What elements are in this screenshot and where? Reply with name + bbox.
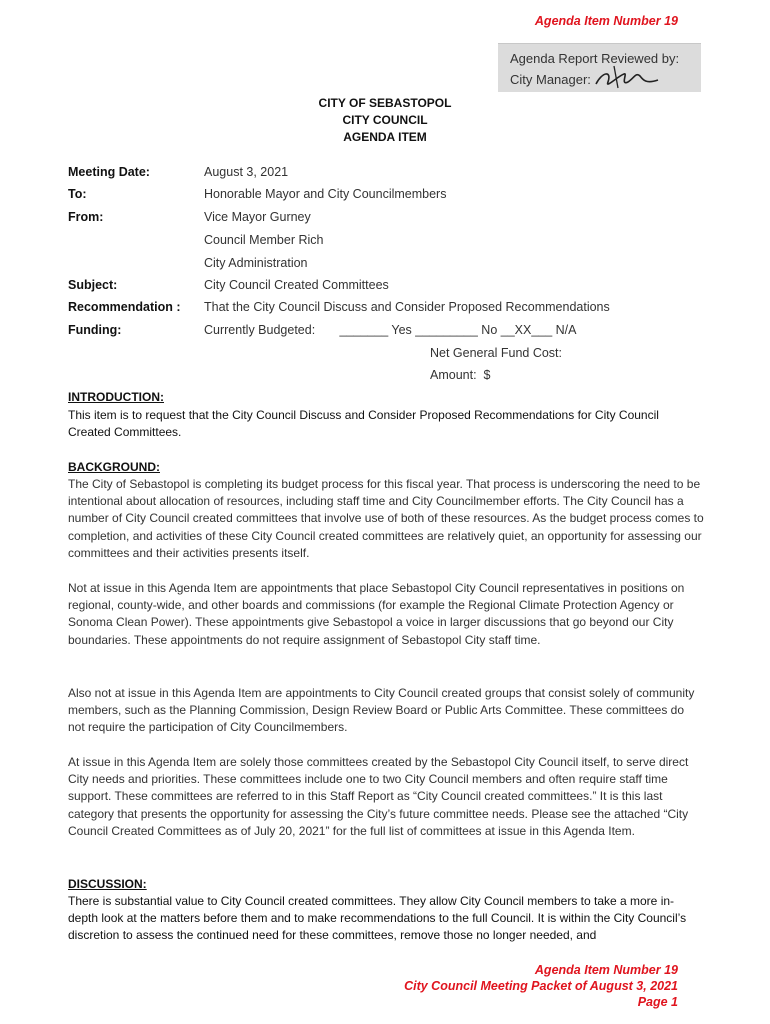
title-council: CITY COUNCIL xyxy=(342,113,428,127)
meeting-date-value: August 3, 2021 xyxy=(204,165,289,179)
from-label: From: xyxy=(68,210,104,224)
stamp-city-manager-label: City Manager: xyxy=(510,72,591,87)
introduction-heading: INTRODUCTION: xyxy=(68,390,164,404)
background-paragraph-2: Not at issue in this Agenda Item are appointments that place Sebastopol City Council representatives in positions on regional, county-wide, and other boards and commissions (for example the Regional Climate Protection Agency or Sonoma Clean Power). These appointments give Sebastopol a voice in larger discussions that go beyond our City boundaries. These appointments do not require assignment of Sebastopol City staff time. xyxy=(68,581,685,647)
amount-value: Amount: $ xyxy=(430,368,491,382)
recommendation-value: That the City Council Discuss and Consider Proposed Recommendations xyxy=(204,300,610,314)
from-value-3: City Administration xyxy=(204,256,308,270)
funding-value: Currently Budgeted: _______ Yes _________ No __XX___ N/A xyxy=(204,323,577,337)
document-title xyxy=(0,95,770,146)
recommendation-label: Recommendation : xyxy=(68,300,181,314)
background-paragraph-3: Also not at issue in this Agenda Item are appointments to City Council created groups that consist solely of community members, such as the Planning Commission, Design Review Board or Public Arts Committee. These committees do not require the participation of City Councilmembers. xyxy=(68,686,695,735)
introduction-text: This item is to request that the City Council Discuss and Consider Proposed Recommendations for City Council Created Committees. xyxy=(68,408,659,440)
title-city: CITY OF SEBASTOPOL xyxy=(318,96,452,110)
discussion-heading: DISCUSSION: xyxy=(68,877,147,891)
page-footer xyxy=(404,962,678,1010)
footer-page-number: Page 1 xyxy=(637,995,678,1009)
discussion-text: There is substantial value to City Council created committees. They allow City Council members to take a more in-depth look at the matters before them and to make recommendations to the full Council. It is within the City Council’s discretion to assess the continued need for these committees, remove those no longer needed, and xyxy=(68,894,687,943)
background-heading: BACKGROUND: xyxy=(68,460,160,474)
to-label: To: xyxy=(68,187,87,201)
footer-agenda-item: Agenda Item Number 19 xyxy=(534,963,678,977)
from-value-2: Council Member Rich xyxy=(204,233,324,247)
meeting-date-label: Meeting Date: xyxy=(68,165,150,179)
to-value: Honorable Mayor and City Councilmembers xyxy=(204,187,447,201)
agenda-item-number-header: Agenda Item Number 19 xyxy=(534,14,678,28)
background-paragraph-4: At issue in this Agenda Item are solely those committees created by the Sebastopol City Council itself, to serve direct City needs and priorities. These committees include one to two City Council members and often require staff time support. These committees are referred to in this Staff Report as “City Council created committees.” It is this last category that presents the opportunity for assessing the City’s future committee needs. Please see the attached “City Council Created Committees as of July 20, 2021” for the full list of committees at issue in this Agenda Item. xyxy=(68,755,689,838)
net-general-fund-cost: Net General Fund Cost: xyxy=(430,346,563,360)
stamp-reviewed-label: Agenda Report Reviewed by: xyxy=(510,51,680,66)
background-paragraph-1: The City of Sebastopol is completing its budget process for this fiscal year. That process is underscoring the need to be intentional about allocation of resources, including staff time and City Councilmember efforts. The City Council has a number of City Council created committees that involve use of both of these resources. As the budget process comes to completion, and activities of these City Council created committees are relatively quiet, an opportunity for assessing our committees and their activities presents itself. xyxy=(68,477,704,560)
signature-icon xyxy=(590,62,664,92)
subject-value: City Council Created Committees xyxy=(204,278,389,292)
subject-label: Subject: xyxy=(68,278,118,292)
footer-meeting-packet: City Council Meeting Packet of August 3, 2021 xyxy=(404,979,678,993)
review-stamp xyxy=(498,43,701,92)
funding-label: Funding: xyxy=(68,323,122,337)
title-agenda-item: AGENDA ITEM xyxy=(343,130,427,144)
from-value-1: Vice Mayor Gurney xyxy=(204,210,311,224)
